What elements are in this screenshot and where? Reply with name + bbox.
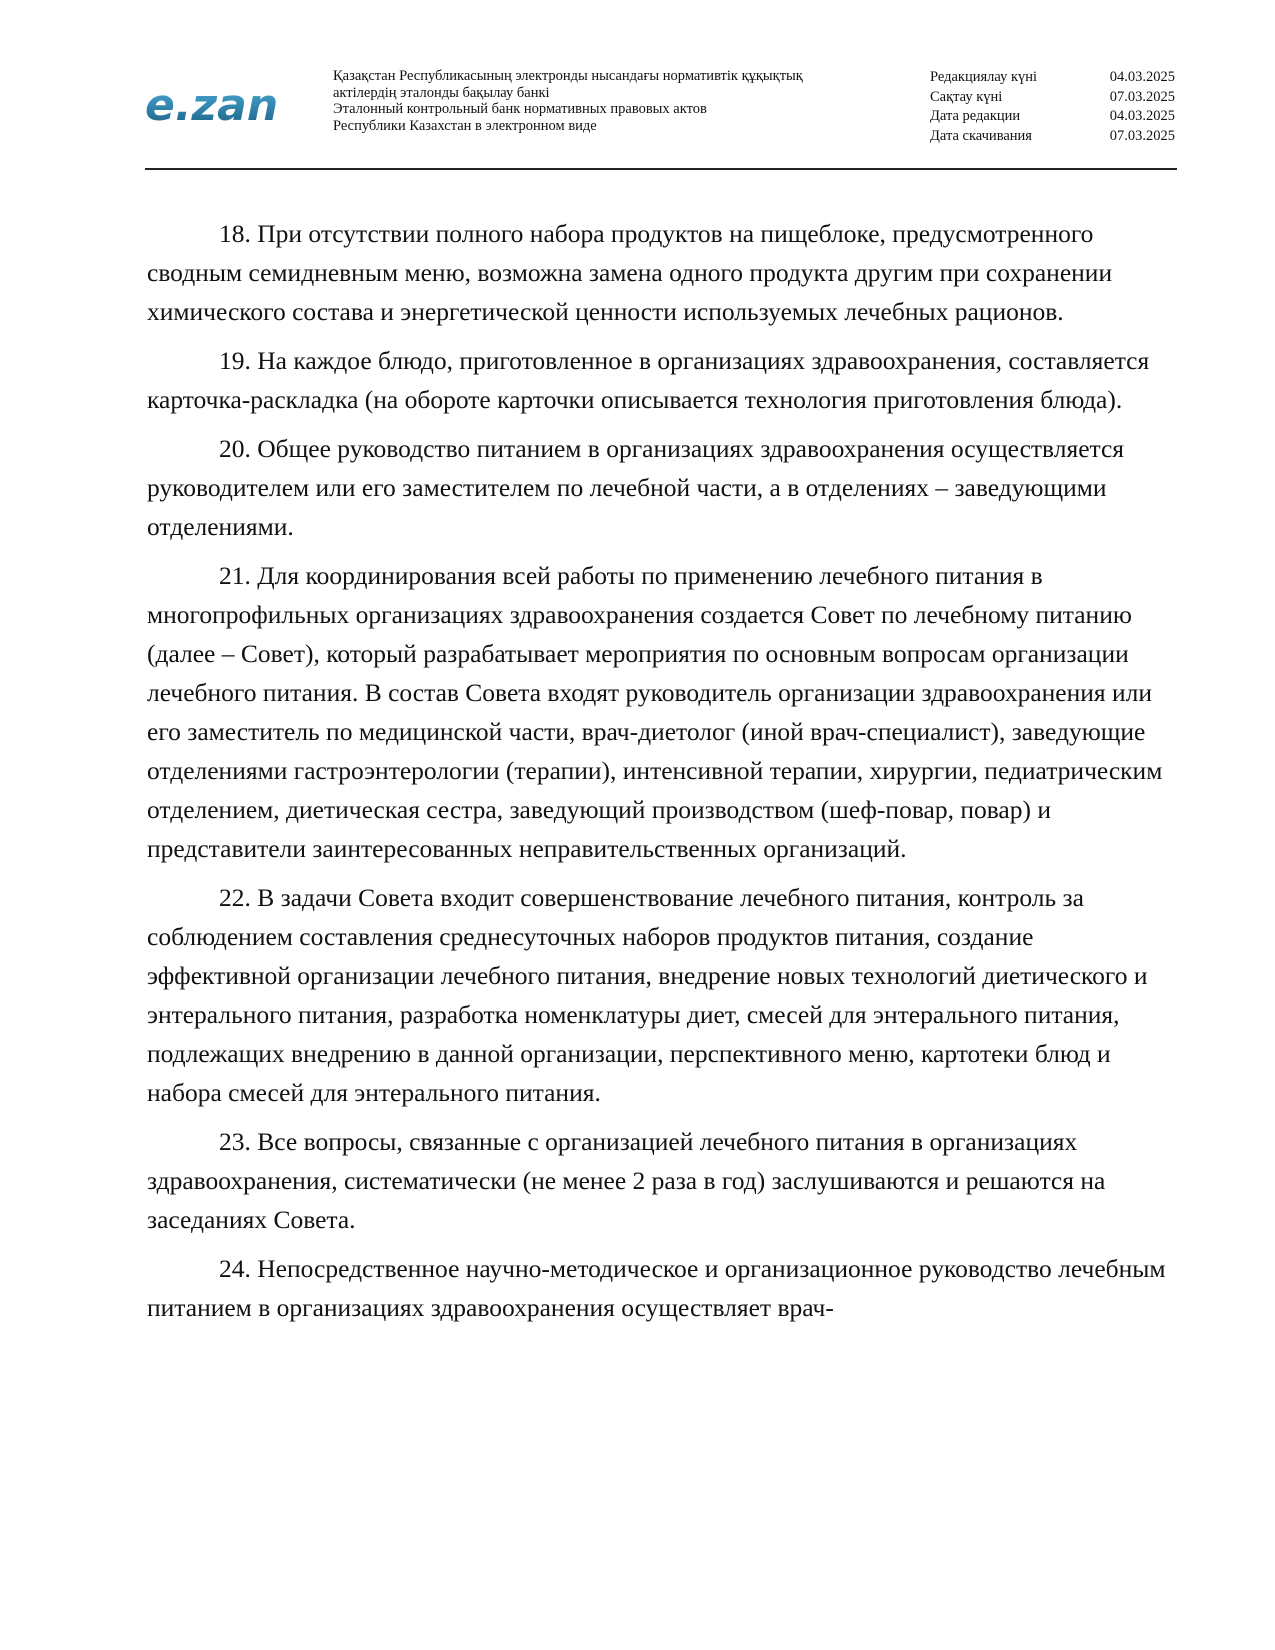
paragraph-24: 24. Непосредственное научно-методическое и организационное руководство лечебным питанием в организациях здравоохранения осуществляет врач-: [147, 1254, 1166, 1322]
bank-description-line: Республики Казахстан в электронном виде: [333, 117, 597, 134]
bank-description-line: Эталонный контрольный банк нормативных правовых актов: [333, 101, 707, 117]
page-header: [145, 64, 1175, 164]
meta-label: Дата скачивания: [930, 127, 1032, 144]
bank-description-line: актілердің эталонды бақылау банкі: [333, 84, 550, 101]
logo-text: e.zan: [145, 80, 279, 131]
meta-value: 07.03.2025: [1109, 127, 1175, 144]
meta-label: Дата редакции: [930, 108, 1021, 124]
paragraph-21: 21. Для координирования всей работы по применению лечебного питания в многопрофильных организациях здравоохранения создается Совет по лечебному питанию (далее – Совет), который разрабатывает мероприятия по основным вопросам организации лечебного питания. В состав Совета входят руководитель организации здравоохранения или его заместитель по медицинской части, врач-диетолог (иной врач-специалист), заведующие отделениями гастроэнтерологии (терапии), интенсивной терапии, хирургии, педиатрическим отделением, диетическая сестра, заведующий производством (шеф-повар, повар) и представители заинтересованных неправительственных организаций.: [147, 561, 1163, 863]
document-body: [147, 214, 1177, 1337]
bank-description-line: Қазақстан Республикасының электронды нысандағы нормативтік құқықтық: [333, 68, 803, 84]
paragraph-18: 18. При отсутствии полного набора продуктов на пищеблоке, предусмотренного сводным семидневным меню, возможна замена одного продукта другим при сохранении химического состава и энергетической ценности используемых лечебных рационов.: [147, 219, 1113, 326]
paragraph-23: 23. Все вопросы, связанные с организацией лечебного питания в организациях здравоохранения, систематически (не менее 2 раза в год) заслушиваются и решаются на заседаниях Совета.: [147, 1127, 1106, 1234]
meta-label: Сақтау күні: [930, 88, 1003, 105]
meta-value: 07.03.2025: [1109, 88, 1175, 105]
meta-label: Редакциялау күні: [930, 69, 1038, 85]
paragraph-19: 19. На каждое блюдо, приготовленное в организациях здравоохранения, составляется карточка-раскладка (на обороте карточки описывается технология приготовления блюда).: [147, 346, 1150, 414]
meta-value: 04.03.2025: [1109, 108, 1175, 124]
meta-row-edit-date-ru: [930, 107, 1175, 127]
meta-row-edit-date-kz: [930, 68, 1175, 88]
bank-description: [333, 68, 893, 134]
document-dates: [930, 68, 1175, 146]
header-divider: [145, 168, 1177, 170]
meta-row-save-date-kz: [930, 88, 1175, 108]
ezan-logo-mark: [145, 76, 295, 132]
meta-row-download-date-ru: [930, 127, 1175, 147]
paragraph-20: 20. Общее руководство питанием в организациях здравоохранения осуществляется руководителем или его заместителем по лечебной части, а в отделениях – заведующими отделениями.: [147, 434, 1125, 541]
meta-value: 04.03.2025: [1109, 69, 1175, 85]
paragraph-22: 22. В задачи Совета входит совершенствование лечебного питания, контроль за соблюдением составления среднесуточных наборов продуктов питания, создание эффективной организации лечебного питания, внедрение новых технологий диетического и энтерального питания, разработка номенклатуры диет, смесей для энтерального питания, подлежащих внедрению в данной организации, перспективного меню, картотеки блюд и набора смесей для энтерального питания.: [147, 883, 1148, 1107]
ezan-logo[interactable]: [145, 76, 295, 132]
